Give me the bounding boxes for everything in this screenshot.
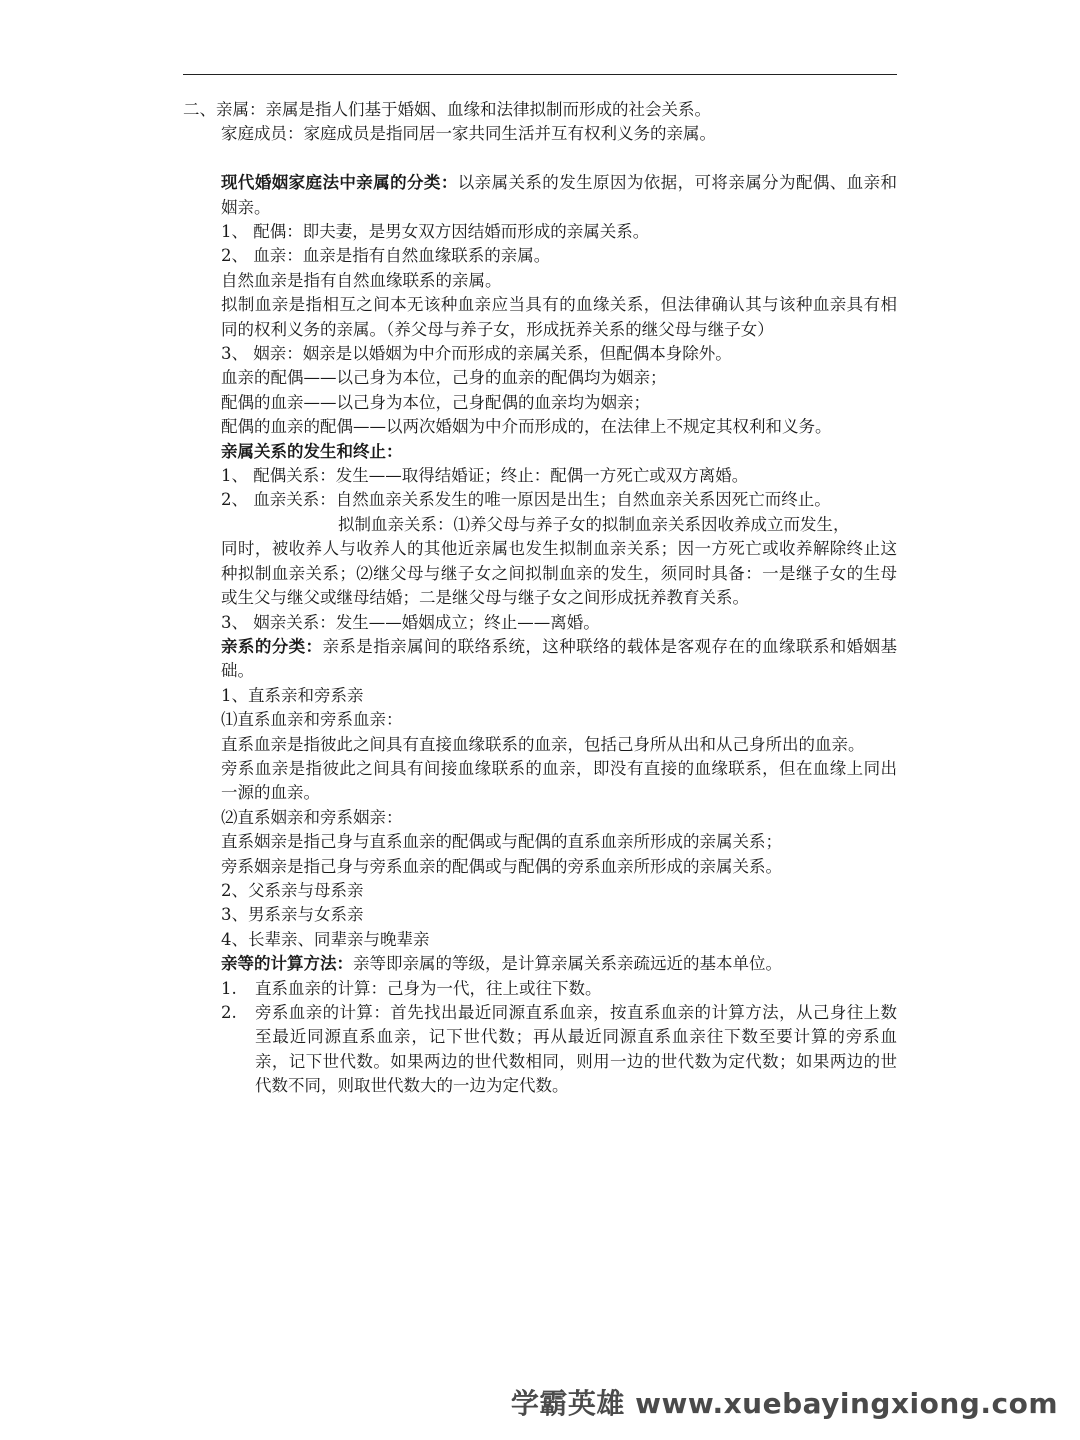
paragraph-relatives-definition: 二、亲属：亲属是指人们基于婚姻、血缘和法律拟制而形成的社会关系。	[183, 100, 711, 119]
paragraph: 直系姻亲是指己身与直系血亲的配偶或与配偶的直系血亲所形成的亲属关系；	[221, 832, 782, 852]
numbered-item: 1. 直系血亲的计算：己身为一代，往上或往下数。	[221, 978, 602, 998]
list-item: 1、 配偶关系：发生——取得结婚证；终止：配偶一方死亡或双方离婚。	[221, 466, 749, 486]
list-item: 2、 血亲关系：自然血亲关系发生的唯一原因是出生；自然血亲关系因死亡而终止。	[221, 490, 831, 510]
section-heading: 亲等的计算方法：	[221, 954, 353, 974]
section-heading: 现代婚姻家庭法中亲属的分类：	[221, 173, 458, 193]
paragraph: 配偶的血亲——以己身为本位，己身配偶的血亲均为姻亲；	[221, 392, 650, 412]
paragraph: 旁系姻亲是指己身与旁系血亲的配偶或与配偶的旁系血亲所形成的亲属关系。	[221, 856, 782, 876]
section-classification: 现代婚姻家庭法中亲属的分类：以亲属关系的发生原因为依据，可将亲属分为配偶、血亲和姻亲。	[221, 173, 898, 217]
numbered-item: 2. 旁系血亲的计算：首先找出最近同源直系血亲，按直系血亲的计算方法，从己身往上数至最近同源直系血亲，记下世代数；再从最近同源直系血亲往下数至要计算的旁系血亲，记下世代数。如果两边的世代数相同，则用一边的世代数为定代数；如果两边的世代数不同，则取世代数大的一边为定代数。	[221, 1003, 897, 1096]
section-degree-calc: 亲等的计算方法：亲等即亲属的等级，是计算亲属关系亲疏远近的基本单位。	[221, 954, 782, 974]
paragraph: 自然血亲是指有自然血缘联系的亲属。	[221, 270, 502, 290]
list-item: ⑴直系血亲和旁系血亲：	[221, 710, 403, 730]
list-item: 1、直系亲和旁系亲	[221, 685, 364, 705]
paragraph: 血亲的配偶——以己身为本位，己身的血亲的配偶均为姻亲；	[221, 368, 667, 388]
list-item: 3、男系亲与女系亲	[221, 905, 364, 925]
list-item: 1、 配偶：即夫妻，是男女双方因结婚而形成的亲属关系。	[221, 222, 650, 242]
header-rule	[183, 74, 897, 75]
paragraph: 直系血亲是指彼此之间具有直接血缘联系的血亲，包括己身所从出和从己身所出的血亲。	[221, 734, 865, 754]
section-heading: 亲系的分类：	[221, 636, 323, 656]
paragraph: 配偶的血亲的配偶——以两次婚姻为中介而形成的，在法律上不规定其权利和义务。	[221, 417, 832, 437]
paragraph: 拟制血亲关系：⑴养父母与养子女的拟制血亲关系因收养成立而发生，	[338, 514, 850, 534]
paragraph: 同时，被收养人与收养人的其他近亲属也发生拟制血亲关系；因一方死亡或收养解除终止这种拟制血亲关系；⑵继父母与继子女之间拟制血亲的发生，须同时具备：一是继子女的生母或生父与继父或继母结婚；二是继父母与继子女之间形成抚养教育关系。	[221, 539, 897, 608]
list-item: 4、长辈亲、同辈亲与晚辈亲	[221, 929, 430, 949]
list-item: 3、 姻亲：姻亲是以婚姻为中介而形成的亲属关系，但配偶本身除外。	[221, 344, 732, 364]
list-item: ⑵直系姻亲和旁系姻亲：	[221, 807, 403, 827]
paragraph-family-members: 家庭成员：家庭成员是指同居一家共同生活并互有权利义务的亲属。	[221, 124, 716, 144]
section-heading: 亲属关系的发生和终止：	[221, 441, 403, 461]
list-item: 2、 血亲：血亲是指有自然血缘联系的亲属。	[221, 246, 551, 266]
document-body	[183, 98, 897, 1099]
list-item: 2、父系亲与母系亲	[221, 880, 364, 900]
paragraph: 旁系血亲是指彼此之间具有间接血缘联系的血亲，即没有直接的血缘联系，但在血缘上同出一源的血亲。	[221, 758, 897, 803]
site-watermark: 学霸英雄 www.xuebayingxiong.com	[510, 1387, 1058, 1420]
paragraph: 拟制血亲是指相互之间本无该种血亲应当具有的血缘关系，但法律确认其与该种血亲具有相同的权利义务的亲属。（养父母与养子女，形成抚养关系的继父母与继子女）	[221, 295, 897, 339]
section-kinship-lines: 亲系的分类：亲系是指亲属间的联络系统，这种联络的载体是客观存在的血缘联系和婚姻基础。	[221, 636, 898, 681]
list-item: 3、 姻亲关系：发生——婚姻成立；终止——离婚。	[221, 612, 600, 632]
